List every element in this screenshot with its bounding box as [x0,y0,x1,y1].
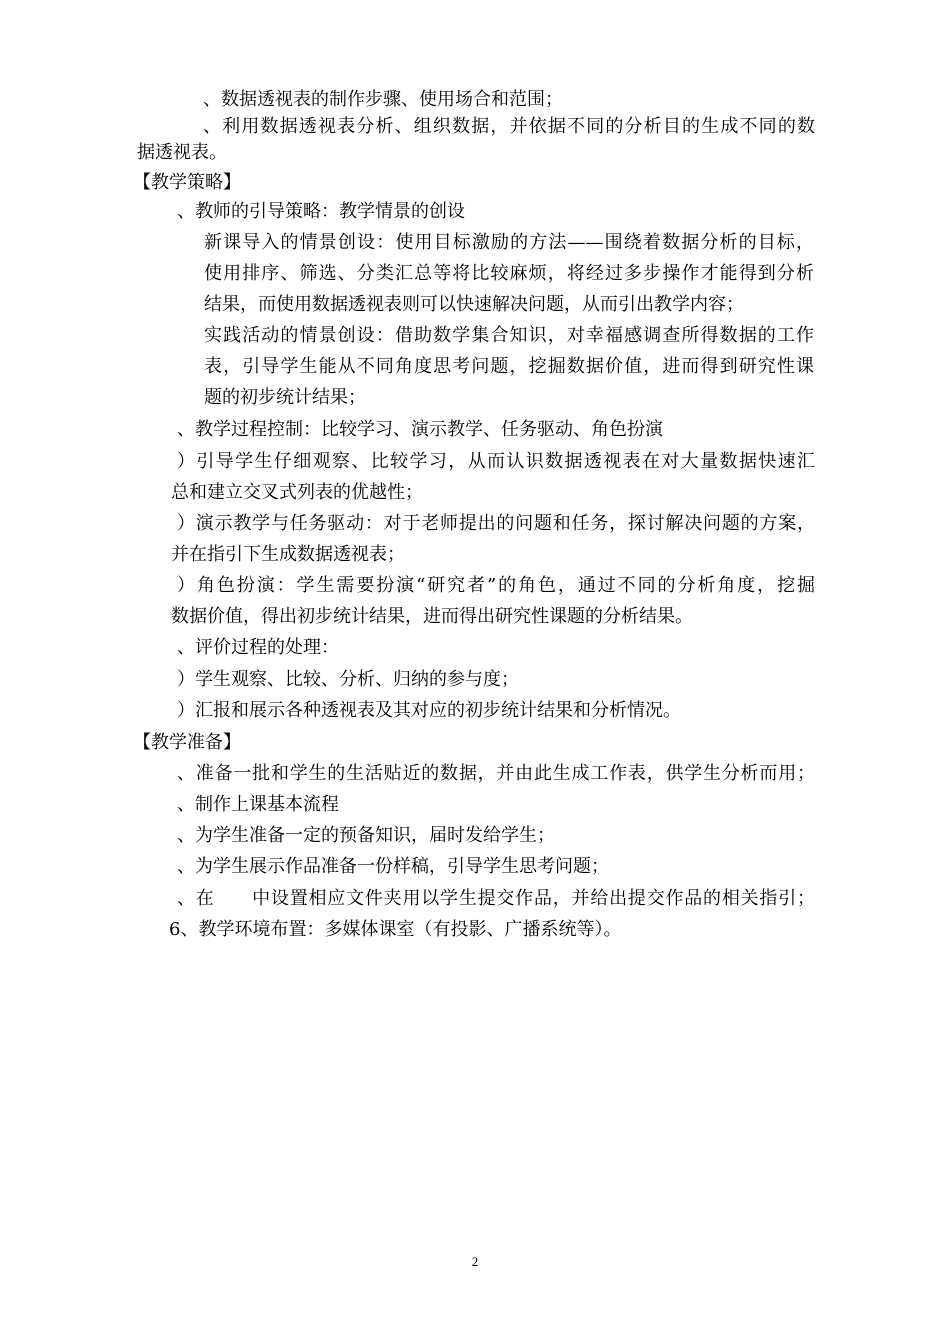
text-line: 、数据透视表的制作步骤、使用场合和范围； [203,89,563,110]
text-line: 实践活动的情景创设：借助数学集合知识，对幸福感调查所得数据的工作 [204,325,814,346]
text-line: 结果，而使用数据透视表则可以快速解决问题，从而引出教学内容； [204,294,744,315]
text-line: 、为学生展示作品准备一份样稿，引导学生思考问题； [177,856,609,877]
text-line: 、为学生准备一定的预备知识，届时发给学生； [177,825,555,846]
section-heading: 【教学策略】 [133,172,241,193]
text-line: 新课导入的情景创设：使用目标激励的方法——围绕着数据分析的目标， [204,232,814,253]
text-line: 6、教学环境布置：多媒体课室（有投影、广播系统等）。 [169,919,622,940]
text-line: ）学生观察、比较、分析、归纳的参与度； [177,669,519,690]
page-number: 2 [471,1254,479,1269]
text-line: 据透视表。 [137,142,227,163]
text-line: 题的初步统计结果； [204,387,366,408]
text-line: ）演示教学与任务驱动：对于老师提出的问题和任务，探讨解决问题的方案， [177,513,815,534]
text-line: 、在 中设置相应文件夹用以学生提交作品，并给出提交作品的相关指引； [177,888,815,909]
text-line: 、准备一批和学生的生活贴近的数据，并由此生成工作表，供学生分析而用； [177,763,815,784]
text-line: 、利用数据透视表分析、组织数据，并依据不同的分析目的生成不同的数 [203,116,815,137]
text-line: 、评价过程的处理： [177,637,339,658]
section-heading: 【教学准备】 [133,732,241,753]
text-line: 表，引导学生能从不同角度思考问题，挖掘数据价值，进而得到研究性课 [204,356,814,377]
text-line: 、制作上课基本流程 [177,794,339,815]
text-line: 总和建立交叉式列表的优越性； [171,482,423,503]
text-line: ）角色扮演：学生需要扮演“研究者”的角色，通过不同的分析角度，挖掘 [177,575,815,596]
text-line: 、教师的引导策略：教学情景的创设 [177,201,465,222]
text-line: 使用排序、筛选、分类汇总等将比较麻烦，将经过多步操作才能得到分析 [204,263,814,284]
text-line: 并在指引下生成数据透视表； [171,544,405,565]
text-line: 数据价值，得出初步统计结果，进而得出研究性课题的分析结果。 [171,606,693,627]
text-line: 、教学过程控制：比较学习、演示教学、任务驱动、角色扮演 [177,419,663,440]
text-line: ）引导学生仔细观察、比较学习，从而认识数据透视表在对大量数据快速汇 [177,451,815,472]
text-line: ）汇报和展示各种透视表及其对应的初步统计结果和分析情况。 [177,700,681,721]
